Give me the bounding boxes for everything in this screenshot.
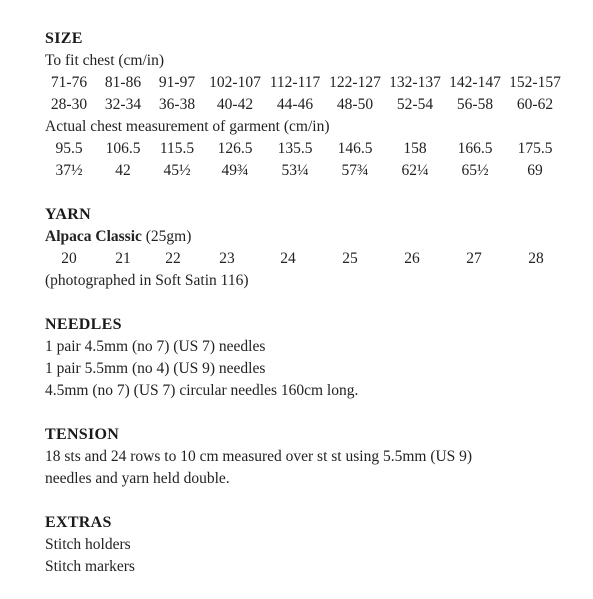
- actual-cm-cell: 166.5: [457, 140, 493, 157]
- chest-cm-cell: 102-107: [209, 74, 261, 91]
- yarn-section: [45, 204, 575, 292]
- chest-in-cell: 56-58: [456, 96, 494, 113]
- chest-in-cell: 52-54: [396, 96, 434, 113]
- actual-cm-cell: 158: [403, 140, 427, 157]
- extras-heading: EXTRAS: [45, 514, 112, 531]
- yarn-balls-cell: 26: [404, 250, 420, 267]
- pattern-info: [45, 28, 575, 578]
- yarn-name: Alpaca Classic: [45, 228, 142, 245]
- actual-cm-cell: 146.5: [337, 140, 373, 157]
- chest-in-cell: 36-38: [158, 96, 196, 113]
- chest-cm-cell: 152-157: [509, 74, 561, 91]
- yarn-balls-cell: 22: [165, 250, 181, 267]
- yarn-balls-cell: 28: [528, 250, 544, 267]
- tension-line: needles and yarn held double.: [45, 470, 230, 487]
- tension-heading: TENSION: [45, 426, 120, 443]
- actual-cm-cell: 175.5: [517, 140, 553, 157]
- to-fit-label: To fit chest (cm/in): [45, 52, 165, 69]
- chest-in-cell: 40-42: [216, 96, 254, 113]
- actual-in-cell: 37½: [55, 162, 83, 179]
- yarn-balls-cell: 27: [466, 250, 482, 267]
- actual-in-cell: 62¼: [401, 162, 429, 179]
- yarn-note: (photographed in Soft Satin 116): [45, 272, 249, 289]
- tension-line: 18 sts and 24 rows to 10 cm measured over st st using 5.5mm (US 9): [45, 448, 473, 465]
- actual-in-cell: 42: [115, 162, 131, 179]
- needles-heading: NEEDLES: [45, 316, 122, 333]
- needle-item: 4.5mm (no 7) (US 7) circular needles 160cm long.: [45, 382, 359, 399]
- yarn-name-line: [45, 226, 575, 248]
- yarn-balls-row: [45, 248, 575, 270]
- chest-cm-cell: 81-86: [104, 74, 142, 91]
- chest-cm-cell: 142-147: [449, 74, 501, 91]
- yarn-balls-cell: 24: [280, 250, 296, 267]
- chest-cm-cell: 91-97: [158, 74, 196, 91]
- actual-in-cell: 53¼: [281, 162, 309, 179]
- chest-cm-cell: 122-127: [329, 74, 381, 91]
- actual-cm-cell: 126.5: [217, 140, 253, 157]
- actual-in-row: [45, 160, 575, 182]
- tension-section: [45, 424, 575, 490]
- yarn-balls-cell: 23: [219, 250, 235, 267]
- actual-in-cell: 69: [527, 162, 543, 179]
- chest-cm-cell: 132-137: [389, 74, 441, 91]
- actual-in-cell: 65½: [461, 162, 489, 179]
- chest-cm-cell: 71-76: [50, 74, 88, 91]
- chest-in-cell: 32-34: [104, 96, 142, 113]
- needle-item: 1 pair 4.5mm (no 7) (US 7) needles: [45, 338, 266, 355]
- yarn-balls-cell: 20: [61, 250, 77, 267]
- actual-in-cell: 49¾: [221, 162, 249, 179]
- extras-item: Stitch markers: [45, 558, 135, 575]
- size-section: [45, 28, 575, 182]
- yarn-balls-cell: 25: [342, 250, 358, 267]
- actual-in-cell: 45½: [163, 162, 191, 179]
- chest-cm-cell: 112-117: [269, 74, 321, 91]
- actual-in-cell: 57¾: [341, 162, 369, 179]
- actual-cm-cell: 95.5: [55, 140, 83, 157]
- chest-in-cell: 60-62: [516, 96, 554, 113]
- chest-in-cell: 48-50: [336, 96, 374, 113]
- yarn-weight: (25gm): [141, 228, 192, 245]
- chest-in-cell: 44-46: [276, 96, 314, 113]
- chest-in-cell: 28-30: [50, 96, 88, 113]
- yarn-balls-cell: 21: [115, 250, 131, 267]
- yarn-heading: YARN: [45, 206, 91, 223]
- chest-cm-row: [45, 72, 575, 94]
- actual-label: Actual chest measurement of garment (cm/in): [45, 118, 330, 135]
- actual-cm-cell: 115.5: [159, 140, 195, 157]
- chest-in-row: [45, 94, 575, 116]
- actual-cm-cell: 135.5: [277, 140, 313, 157]
- extras-item: Stitch holders: [45, 536, 131, 553]
- needle-item: 1 pair 5.5mm (no 4) (US 9) needles: [45, 360, 266, 377]
- actual-cm-cell: 106.5: [105, 140, 141, 157]
- extras-section: [45, 512, 575, 578]
- needles-section: [45, 314, 575, 402]
- size-heading: SIZE: [45, 30, 83, 47]
- actual-cm-row: [45, 138, 575, 160]
